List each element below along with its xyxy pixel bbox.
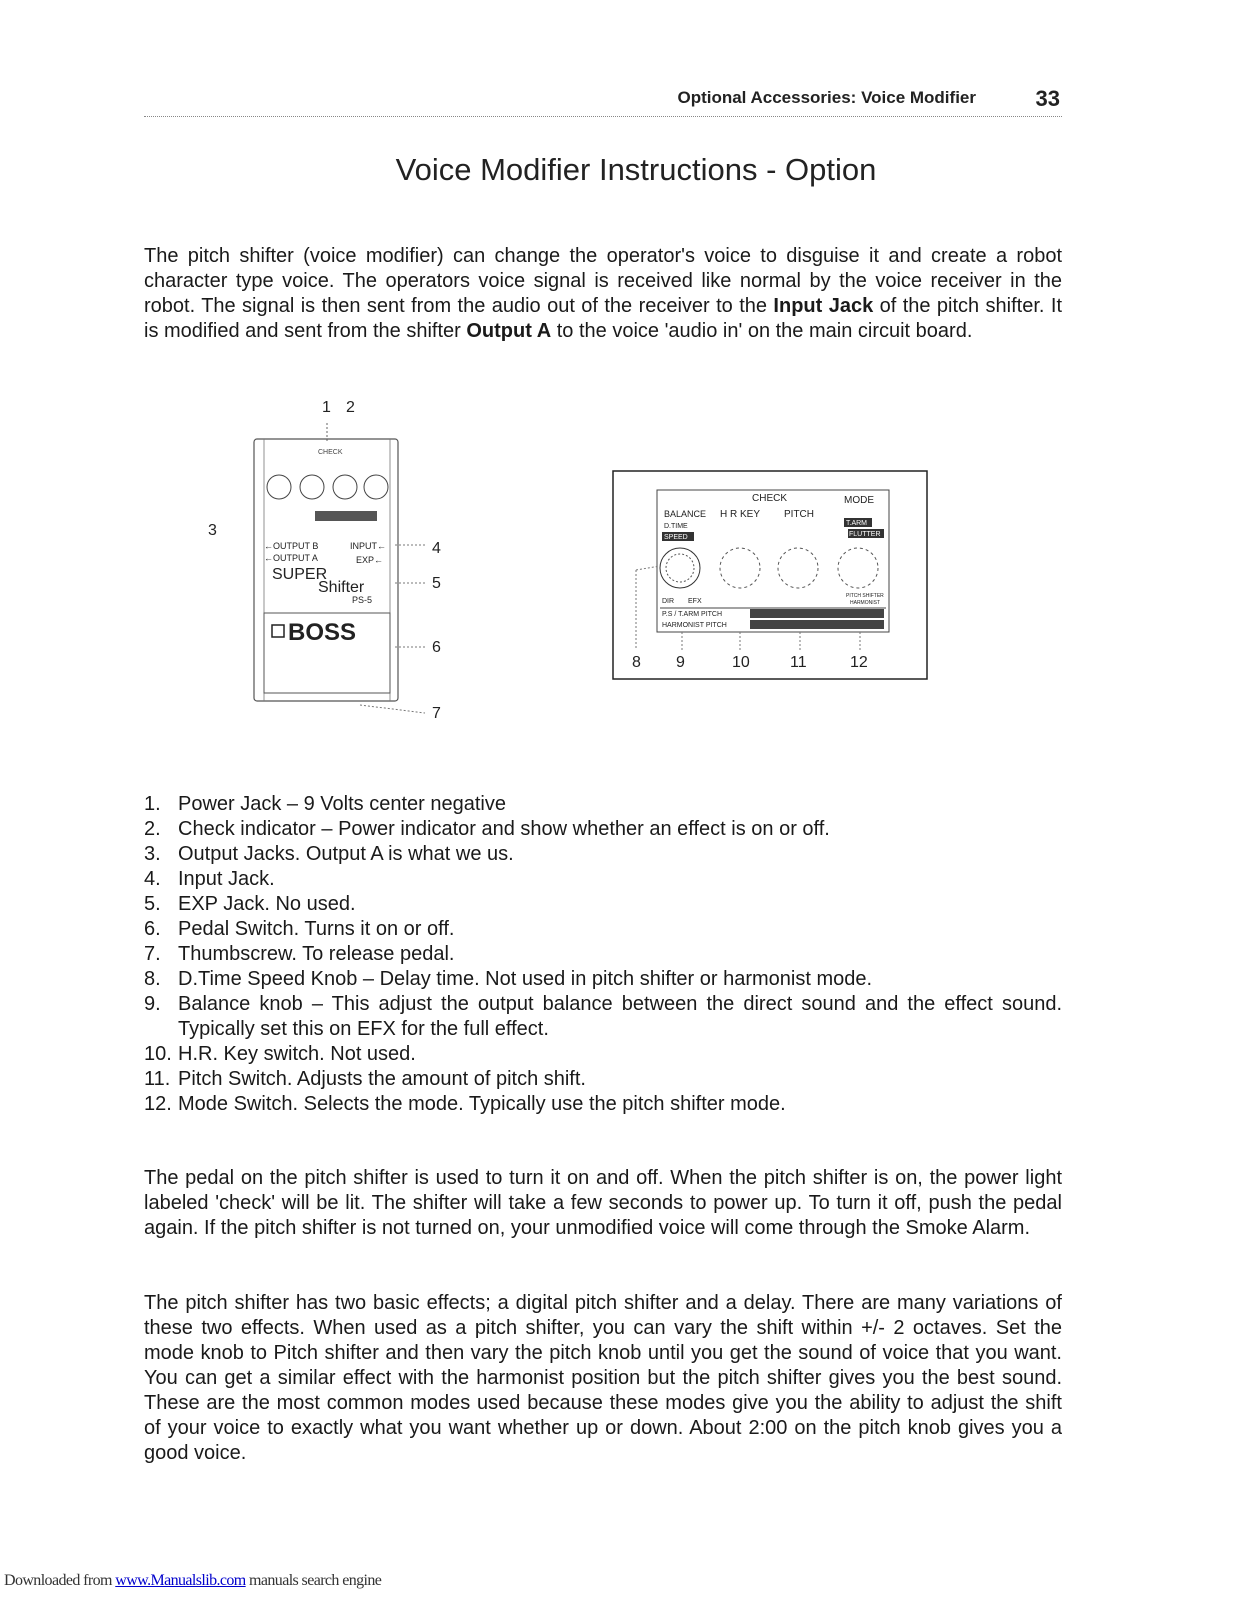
callout-2: 2 [346, 399, 355, 416]
effects-paragraph: The pitch shifter has two basic effects; a digital pitch shifter and a delay. There are many variations of these two effects. When used as a pitch shifter, you can vary the shift within +/- 2 octaves. Set the mode knob to Pitch shifter and then vary the pitch knob until you get the sound of voice that you want. You can get a similar effect with the harmonist position but the pitch shifter gives you the best sound. These are the most common modes used because these modes give you the ability to adjust the shift of your voice to exactly what you want whether up or down. About 2:00 on the pitch knob gives you a good voice. [144, 1292, 1062, 1464]
callout-9: 9 [676, 654, 685, 671]
page-title: Voice Modifier Instructions - Option [395, 152, 877, 187]
shifter-label: Shifter [318, 579, 365, 596]
list-num: 3. [144, 843, 161, 865]
intro-bold-input-jack: Input Jack [773, 295, 874, 317]
list-num: 2. [144, 818, 161, 840]
list-text: Mode Switch. Selects the mode. Typically use the pitch shifter mode. [178, 1093, 786, 1115]
callout-1: 1 [322, 399, 331, 416]
list-text: Thumbscrew. To release pedal. [178, 943, 455, 965]
control-panel-drawing [612, 470, 928, 680]
list-text: Pitch Switch. Adjusts the amount of pitch shift. [178, 1068, 586, 1090]
list-num: 4. [144, 868, 161, 890]
pedal-paragraph: The pedal on the pitch shifter is used to turn it on and off. When the pitch shifter is on, the power light labeled 'check' will be lit. The shifter will take a few seconds to power up. To turn it off, push the pedal again. If the pitch shifter is not turned on, your unmodified voice will come through the Smoke Alarm. [144, 1167, 1062, 1239]
list-text: Balance knob – This adjust the output balance between the direct sound and the effect sound. Typically set this on EFX for the full effect. [178, 993, 1062, 1040]
list-num: 5. [144, 893, 161, 915]
intro-paragraph [144, 244, 1062, 344]
list-item [144, 792, 1062, 817]
panel-pitch-shifter-label: PITCH SHIFTER [846, 593, 884, 599]
parts-list [144, 792, 1062, 1117]
model-label: PS-5 [352, 595, 373, 605]
callout-11: 11 [790, 654, 807, 671]
panel-flutter-label: FLUTTER [849, 531, 881, 538]
list-item [144, 992, 1062, 1042]
list-text: Output Jacks. Output A is what we us. [178, 843, 514, 865]
panel-speed-label: SPEED [664, 534, 688, 541]
list-item [144, 1092, 1062, 1117]
panel-balance-label: BALANCE [664, 509, 707, 519]
panel-pitch-label: PITCH [784, 509, 814, 520]
output-a-label: ←OUTPUT A [264, 553, 318, 563]
pedal-figure [200, 395, 460, 735]
panel-ps-tarm-pitch-row: P.S / T.ARM PITCH [662, 611, 723, 618]
panel-dir-label: DIR [662, 598, 675, 605]
manualslib-link[interactable]: www.Manualslib.com [115, 1572, 246, 1589]
boss-logo: BOSS [288, 619, 357, 646]
list-item [144, 817, 1062, 842]
pedal-check-label: CHECK [318, 449, 343, 456]
list-num: 8. [144, 968, 161, 990]
intro-text-1: The pitch shifter (voice modifier) can change the operator's voice to disguise it and create a robot character type voice. The operators voice signal is received like normal by the voice receiver in the robot. The signal is then sent from the audio out of the receiver to the [144, 245, 1062, 317]
list-item [144, 1042, 1062, 1067]
list-item [144, 967, 1062, 992]
panel-harmonist-label: HARMONIST [850, 600, 880, 606]
callout-4: 4 [432, 540, 441, 557]
page-header [144, 86, 1062, 117]
exp-label: EXP← [356, 555, 384, 565]
panel-mode-label: MODE [844, 495, 874, 506]
list-num: 11. [144, 1068, 171, 1090]
list-num: 9. [144, 993, 161, 1015]
callout-7: 7 [432, 705, 441, 722]
footer-suffix: manuals search engine [245, 1572, 382, 1589]
panel-harmonist-pitch-row: HARMONIST PITCH [662, 622, 727, 629]
super-label: SUPER [272, 566, 328, 583]
list-item [144, 942, 1062, 967]
footer-prefix: Downloaded from [4, 1572, 116, 1589]
callout-10: 10 [732, 654, 750, 671]
list-item [144, 1067, 1062, 1092]
input-label: INPUT← [350, 541, 386, 551]
list-num: 6. [144, 918, 161, 940]
callout-12: 12 [850, 654, 868, 671]
section-title: Optional Accessories: Voice Modifier [677, 88, 976, 107]
list-item [144, 842, 1062, 867]
list-text: Pedal Switch. Turns it on or off. [178, 918, 455, 940]
list-text: Power Jack – 9 Volts center negative [178, 793, 506, 815]
page-number: 33 [1035, 86, 1060, 111]
panel-tarm-label: T.ARM [846, 520, 867, 527]
list-text: EXP Jack. No used. [178, 893, 356, 915]
panel-hrkey-label: H R KEY [720, 509, 761, 520]
list-text: Input Jack. [178, 868, 275, 890]
list-item [144, 917, 1062, 942]
list-text: D.Time Speed Knob – Delay time. Not used in pitch shifter or harmonist mode. [178, 968, 873, 990]
list-num: 10. [144, 1043, 172, 1065]
list-num: 12. [144, 1093, 172, 1115]
list-item [144, 867, 1062, 892]
callout-8: 8 [632, 654, 641, 671]
panel-efx-label: EFX [688, 598, 702, 605]
list-num: 1. [144, 793, 161, 815]
footer [4, 1572, 381, 1590]
callout-3: 3 [208, 522, 217, 539]
intro-text-2: of the pitch shifter. It is modified and sent from the shifter [144, 295, 1062, 342]
list-text: H.R. Key switch. Not used. [178, 1043, 416, 1065]
output-b-label: ←OUTPUT B [264, 541, 319, 551]
list-num: 7. [144, 943, 161, 965]
pedal-drawing [200, 395, 460, 735]
list-item [144, 892, 1062, 917]
callout-5: 5 [432, 575, 441, 592]
intro-bold-output-a: Output A [466, 320, 552, 342]
list-text: Check indicator – Power indicator and show whether an effect is on or off. [178, 818, 830, 840]
control-panel-figure [612, 470, 928, 680]
panel-check-label: CHECK [752, 493, 788, 504]
intro-text-3: to the voice 'audio in' on the main circuit board. [551, 320, 973, 342]
panel-dtime-label: D.TIME [664, 523, 688, 530]
callout-6: 6 [432, 639, 441, 656]
